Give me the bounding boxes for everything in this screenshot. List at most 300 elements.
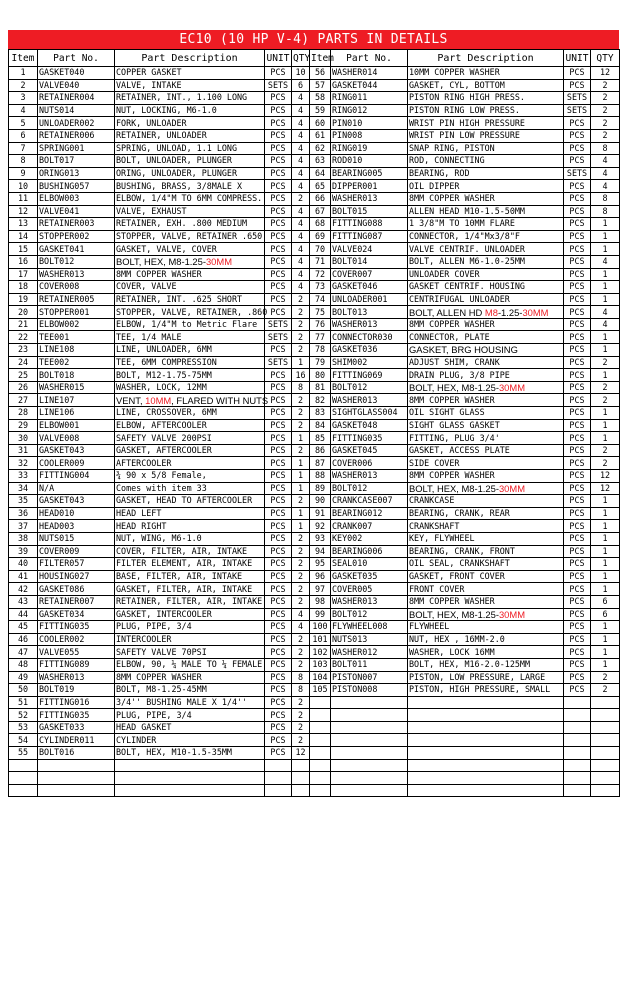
qty-cell: 2 — [292, 595, 310, 608]
unit-cell: PCS — [265, 142, 292, 155]
part-number: WASHER014 — [331, 67, 408, 80]
description-cell: LINE, UNLOADER, 6MM — [115, 344, 265, 357]
unit-cell: SETS — [564, 104, 591, 117]
description-cell: GASKET, ACCESS PLATE — [408, 444, 564, 457]
qty-cell: 10 — [292, 67, 310, 80]
item-number: 75 — [310, 306, 331, 319]
unit-cell: SETS — [265, 318, 292, 331]
part-number: WASHER013 — [38, 268, 115, 281]
qty-cell: 16 — [292, 369, 310, 382]
part-number: VALVE055 — [38, 646, 115, 659]
item-number: 97 — [310, 583, 331, 596]
qty-cell: 1 — [591, 545, 620, 558]
unit-cell: PCS — [265, 67, 292, 80]
qty-cell: 2 — [292, 331, 310, 344]
unit-cell: PCS — [265, 684, 292, 697]
description-cell: OIL SEAL, CRANKSHAFT — [408, 558, 564, 571]
unit-cell: PCS — [564, 381, 591, 394]
unit-cell: PCS — [564, 293, 591, 306]
unit-cell: PCS — [265, 583, 292, 596]
header-item: Item — [9, 50, 38, 67]
table-row — [9, 205, 620, 218]
part-number: BOLT019 — [38, 684, 115, 697]
item-number: 3 — [9, 92, 38, 105]
table-row — [9, 444, 620, 457]
empty-cell — [265, 759, 292, 772]
header-qty: QTY — [292, 50, 310, 67]
part-number: RETAINER004 — [38, 92, 115, 105]
unit-cell: PCS — [265, 457, 292, 470]
blank-row — [9, 772, 620, 785]
item-number: 43 — [9, 595, 38, 608]
empty-cell — [591, 759, 620, 772]
qty-cell: 1 — [591, 432, 620, 445]
qty-cell: 8 — [292, 671, 310, 684]
part-number: HEAD003 — [38, 520, 115, 533]
qty-cell: 8 — [591, 192, 620, 205]
part-number: FITTING087 — [331, 230, 408, 243]
unit-cell: PCS — [564, 129, 591, 142]
empty-cell — [331, 696, 408, 709]
description-cell: RETAINER, INT., 1.100 LONG — [115, 92, 265, 105]
qty-cell: 2 — [292, 318, 310, 331]
part-number: UNLOADER001 — [331, 293, 408, 306]
part-number: PISTON008 — [331, 684, 408, 697]
description-cell: VALVE, EXHAUST — [115, 205, 265, 218]
qty-cell: 2 — [591, 381, 620, 394]
part-number: BOLT015 — [331, 205, 408, 218]
qty-cell: 4 — [292, 180, 310, 193]
empty-cell — [38, 772, 115, 785]
table-row — [9, 356, 620, 369]
table-row — [9, 281, 620, 294]
unit-cell: PCS — [265, 470, 292, 483]
header-description: Part Description — [408, 50, 564, 67]
description-cell: RETAINER, EXH. .800 MEDIUM — [115, 218, 265, 231]
unit-cell: PCS — [564, 205, 591, 218]
description-cell: COVER, VALVE — [115, 281, 265, 294]
empty-cell — [9, 772, 38, 785]
part-number: WASHER013 — [331, 318, 408, 331]
item-number: 47 — [9, 646, 38, 659]
unit-cell: PCS — [564, 470, 591, 483]
item-number: 72 — [310, 268, 331, 281]
empty-cell — [408, 759, 564, 772]
description-cell: COPPER GASKET — [115, 67, 265, 80]
unit-cell: PCS — [265, 621, 292, 634]
description-cell: SPRING, UNLOAD, 1.1 LONG — [115, 142, 265, 155]
qty-cell: 1 — [591, 407, 620, 420]
empty-cell — [310, 734, 331, 747]
description-cell: SNAP RING, PISTON — [408, 142, 564, 155]
qty-cell: 1 — [591, 369, 620, 382]
qty-cell: 2 — [292, 558, 310, 571]
qty-cell: 2 — [591, 129, 620, 142]
unit-cell: PCS — [265, 633, 292, 646]
qty-cell: 12 — [292, 747, 310, 760]
empty-cell — [591, 772, 620, 785]
item-number: 25 — [9, 369, 38, 382]
qty-cell: 2 — [591, 117, 620, 130]
description-cell: BOLT, UNLOADER, PLUNGER — [115, 155, 265, 168]
item-number: 100 — [310, 621, 331, 634]
item-number: 6 — [9, 129, 38, 142]
unit-cell: PCS — [564, 444, 591, 457]
unit-cell: PCS — [564, 507, 591, 520]
blank-row — [9, 759, 620, 772]
empty-cell — [591, 696, 620, 709]
header-description: Part Description — [115, 50, 265, 67]
description-cell: 8MM COPPER WASHER — [408, 394, 564, 407]
description-part: BOLT, ALLEN HD — [409, 306, 485, 318]
part-number: BOLT012 — [331, 482, 408, 495]
qty-cell: 1 — [591, 658, 620, 671]
description-cell: CONNECTOR, PLATE — [408, 331, 564, 344]
qty-cell: 2 — [591, 457, 620, 470]
unit-cell: PCS — [564, 67, 591, 80]
item-number: 4 — [9, 104, 38, 117]
qty-cell: 4 — [591, 255, 620, 268]
part-number: SPRING001 — [38, 142, 115, 155]
item-number: 55 — [9, 747, 38, 760]
item-number: 26 — [9, 381, 38, 394]
empty-cell — [331, 709, 408, 722]
description-cell: TEE, 6MM COMPRESSION — [115, 356, 265, 369]
part-number: BEARING005 — [331, 167, 408, 180]
unit-cell: PCS — [564, 268, 591, 281]
table-row — [9, 218, 620, 231]
unit-cell: PCS — [265, 696, 292, 709]
description-cell: CRANKCASE — [408, 495, 564, 508]
header-unit: UNIT — [265, 50, 292, 67]
part-number: CRANKCASE007 — [331, 495, 408, 508]
item-number: 94 — [310, 545, 331, 558]
qty-cell: 1 — [292, 520, 310, 533]
description-cell: OIL SIGHT GLASS — [408, 407, 564, 420]
item-number: 67 — [310, 205, 331, 218]
description-cell: AFTERCOOLER — [115, 457, 265, 470]
empty-cell — [331, 747, 408, 760]
description-cell: FILTER ELEMENT, AIR, INTAKE — [115, 558, 265, 571]
qty-cell: 4 — [292, 230, 310, 243]
description-cell: BOLT, HEX, M16-2.0-125MM — [408, 658, 564, 671]
qty-cell: 12 — [591, 67, 620, 80]
unit-cell: PCS — [265, 444, 292, 457]
description-cell: PLUG, PIPE, 3/4 — [115, 709, 265, 722]
qty-cell: 2 — [292, 583, 310, 596]
description-part: M8 — [484, 306, 498, 318]
part-number: GASKET046 — [331, 281, 408, 294]
description-cell: GASKET, INTERCOOLER — [115, 608, 265, 621]
empty-cell — [310, 759, 331, 772]
description-cell: ROD, CONNECTING — [408, 155, 564, 168]
unit-cell: PCS — [265, 721, 292, 734]
description-cell: 8MM COPPER WASHER — [408, 318, 564, 331]
item-number: 102 — [310, 646, 331, 659]
part-number: LINE108 — [38, 344, 115, 357]
qty-cell: 1 — [591, 507, 620, 520]
item-number: 41 — [9, 570, 38, 583]
header-part-no: Part No. — [38, 50, 115, 67]
empty-cell — [591, 709, 620, 722]
part-number: LINE107 — [38, 394, 115, 407]
unit-cell: PCS — [265, 192, 292, 205]
description-cell: ELBOW, 1/4"M TO 6MM COMPRESS. — [115, 192, 265, 205]
description-cell: TEE, 1/4 MALE — [115, 331, 265, 344]
description-cell: PLUG, PIPE, 3/4 — [115, 621, 265, 634]
item-number: 98 — [310, 595, 331, 608]
table-row — [9, 583, 620, 596]
table-row — [9, 243, 620, 256]
qty-cell: 2 — [292, 344, 310, 357]
qty-cell: 2 — [591, 92, 620, 105]
qty-cell: 2 — [292, 293, 310, 306]
description-cell: ¾ 90 x 5/8 Female, — [115, 470, 265, 483]
part-number: NUTS013 — [331, 633, 408, 646]
description-cell: ELBOW, AFTERCOOLER — [115, 419, 265, 432]
item-number: 21 — [9, 318, 38, 331]
part-number: FITTING035 — [38, 621, 115, 634]
description-part: 30MM — [498, 608, 526, 620]
table-row — [9, 155, 620, 168]
empty-cell — [564, 747, 591, 760]
table-row — [9, 658, 620, 671]
description-cell — [115, 255, 265, 268]
item-number: 15 — [9, 243, 38, 256]
unit-cell: PCS — [564, 658, 591, 671]
description-cell: SAFETY VALVE 200PSI — [115, 432, 265, 445]
empty-cell — [331, 772, 408, 785]
table-row — [9, 734, 620, 747]
description-cell: 3/4'' BUSHING MALE X 1/4'' — [115, 696, 265, 709]
description-cell: PISTON RING HIGH PRESS. — [408, 92, 564, 105]
empty-cell — [564, 696, 591, 709]
part-number: SHIM002 — [331, 356, 408, 369]
description-part: BOLT, HEX, M8-1.25- — [409, 608, 499, 620]
part-number: RETAINER005 — [38, 293, 115, 306]
table-row — [9, 381, 620, 394]
item-number: 66 — [310, 192, 331, 205]
table-row — [9, 293, 620, 306]
item-number: 87 — [310, 457, 331, 470]
empty-cell — [38, 759, 115, 772]
table-row — [9, 79, 620, 92]
description-cell: ADJUST SHIM, CRANK — [408, 356, 564, 369]
unit-cell: PCS — [564, 570, 591, 583]
part-number: GASKET048 — [331, 419, 408, 432]
part-number: N/A — [38, 482, 115, 495]
item-number: 84 — [310, 419, 331, 432]
qty-cell: 4 — [591, 167, 620, 180]
unit-cell: SETS — [564, 92, 591, 105]
description-cell: 8MM COPPER WASHER — [115, 671, 265, 684]
table-row — [9, 167, 620, 180]
item-number: 80 — [310, 369, 331, 382]
qty-cell: 4 — [292, 255, 310, 268]
qty-cell: 6 — [292, 79, 310, 92]
unit-cell: PCS — [564, 646, 591, 659]
unit-cell: PCS — [564, 608, 591, 621]
part-number: FITTING004 — [38, 470, 115, 483]
unit-cell: PCS — [265, 419, 292, 432]
part-number: DIPPER001 — [331, 180, 408, 193]
table-row — [9, 142, 620, 155]
empty-cell — [564, 784, 591, 797]
table-row — [9, 306, 620, 319]
unit-cell: PCS — [265, 281, 292, 294]
part-number: BEARING006 — [331, 545, 408, 558]
item-number: 16 — [9, 255, 38, 268]
empty-cell — [38, 784, 115, 797]
item-number: 69 — [310, 230, 331, 243]
unit-cell: PCS — [265, 747, 292, 760]
qty-cell: 2 — [292, 709, 310, 722]
table-row — [9, 407, 620, 420]
part-number: COVER007 — [331, 268, 408, 281]
unit-cell: PCS — [564, 356, 591, 369]
qty-cell: 1 — [591, 621, 620, 634]
qty-cell: 1 — [591, 230, 620, 243]
item-number: 35 — [9, 495, 38, 508]
qty-cell: 4 — [591, 155, 620, 168]
description-part: 30MM — [522, 306, 549, 318]
unit-cell: PCS — [564, 457, 591, 470]
part-number: WASHER015 — [38, 381, 115, 394]
empty-cell — [408, 721, 564, 734]
description-part: VENT, — [116, 394, 146, 406]
description-cell: BEARING, CRANK, FRONT — [408, 545, 564, 558]
item-number: 60 — [310, 117, 331, 130]
item-number: 48 — [9, 658, 38, 671]
unit-cell: PCS — [265, 104, 292, 117]
item-number: 53 — [9, 721, 38, 734]
description-cell: WRIST PIN LOW PRESSURE — [408, 129, 564, 142]
unit-cell: PCS — [265, 545, 292, 558]
part-number: RING019 — [331, 142, 408, 155]
item-number: 63 — [310, 155, 331, 168]
unit-cell: PCS — [564, 684, 591, 697]
item-number: 45 — [9, 621, 38, 634]
qty-cell: 1 — [591, 558, 620, 571]
part-number: FLYWHEEL008 — [331, 621, 408, 634]
description-cell: COVER, FILTER, AIR, INTAKE — [115, 545, 265, 558]
header-part-no: Part No. — [331, 50, 408, 67]
unit-cell: PCS — [564, 331, 591, 344]
table-row — [9, 180, 620, 193]
unit-cell: PCS — [265, 230, 292, 243]
unit-cell: PCS — [564, 117, 591, 130]
unit-cell: SETS — [265, 331, 292, 344]
part-number: PISTON007 — [331, 671, 408, 684]
item-number: 86 — [310, 444, 331, 457]
unit-cell: PCS — [564, 419, 591, 432]
qty-cell: 2 — [292, 721, 310, 734]
item-number: 59 — [310, 104, 331, 117]
qty-cell: 4 — [591, 180, 620, 193]
unit-cell: PCS — [265, 205, 292, 218]
item-number: 78 — [310, 344, 331, 357]
table-row — [9, 192, 620, 205]
unit-cell: PCS — [265, 92, 292, 105]
item-number: 56 — [310, 67, 331, 80]
qty-cell: 2 — [292, 545, 310, 558]
description-cell: CONNECTOR, 1/4"Mx3/8"F — [408, 230, 564, 243]
table-row — [9, 721, 620, 734]
part-number: GASKET036 — [331, 344, 408, 357]
unit-cell: PCS — [564, 407, 591, 420]
parts-table — [8, 49, 620, 797]
description-cell: NUT, LOCKING, M6-1.0 — [115, 104, 265, 117]
part-number: GASKET035 — [331, 570, 408, 583]
item-number: 32 — [9, 457, 38, 470]
part-number: STOPPER001 — [38, 306, 115, 319]
qty-cell: 1 — [292, 457, 310, 470]
item-number: 92 — [310, 520, 331, 533]
table-row — [9, 331, 620, 344]
unit-cell: PCS — [564, 192, 591, 205]
empty-cell — [591, 784, 620, 797]
part-number: PIN010 — [331, 117, 408, 130]
item-number: 33 — [9, 470, 38, 483]
description-cell: GASKET, FILTER, AIR, INTAKE — [115, 583, 265, 596]
description-cell: FRONT COVER — [408, 583, 564, 596]
description-cell: BUSHING, BRASS, 3/8MALE X — [115, 180, 265, 193]
item-number: 81 — [310, 381, 331, 394]
qty-cell: 6 — [591, 595, 620, 608]
qty-cell: 1 — [591, 419, 620, 432]
item-number: 74 — [310, 293, 331, 306]
description-part: BOLT, HEX, M8-1.25- — [116, 256, 206, 268]
description-cell: VALVE CENTRIF. UNLOADER — [408, 243, 564, 256]
empty-cell — [292, 759, 310, 772]
qty-cell: 1 — [591, 583, 620, 596]
description-cell: UNLOADER COVER — [408, 268, 564, 281]
description-cell: BEARING, CRANK, REAR — [408, 507, 564, 520]
qty-cell: 2 — [591, 79, 620, 92]
part-number: BOLT016 — [38, 747, 115, 760]
part-number: BOLT014 — [331, 255, 408, 268]
part-number: FITTING088 — [331, 218, 408, 231]
item-number: 77 — [310, 331, 331, 344]
table-row — [9, 671, 620, 684]
part-number: COOLER009 — [38, 457, 115, 470]
part-number: GASKET043 — [38, 444, 115, 457]
description-cell: OIL DIPPER — [408, 180, 564, 193]
description-cell: 8MM COPPER WASHER — [408, 595, 564, 608]
blank-row — [9, 784, 620, 797]
unit-cell: PCS — [564, 545, 591, 558]
qty-cell: 1 — [591, 344, 620, 357]
part-number: GASKET034 — [38, 608, 115, 621]
unit-cell: PCS — [265, 306, 292, 319]
part-number: LINE106 — [38, 407, 115, 420]
description-cell: NUT, WING, M6-1.0 — [115, 532, 265, 545]
empty-cell — [115, 772, 265, 785]
part-number: COVER008 — [38, 281, 115, 294]
part-number: SEAL010 — [331, 558, 408, 571]
description-cell: BOLT, M8-1.25-45MM — [115, 684, 265, 697]
qty-cell: 4 — [591, 318, 620, 331]
table-row — [9, 747, 620, 760]
item-number: 46 — [9, 633, 38, 646]
table-row — [9, 532, 620, 545]
empty-cell — [9, 784, 38, 797]
description-cell: SAFETY VALVE 70PSI — [115, 646, 265, 659]
qty-cell: 2 — [292, 407, 310, 420]
description-cell: FORK, UNLOADER — [115, 117, 265, 130]
item-number: 18 — [9, 281, 38, 294]
unit-cell: PCS — [265, 293, 292, 306]
